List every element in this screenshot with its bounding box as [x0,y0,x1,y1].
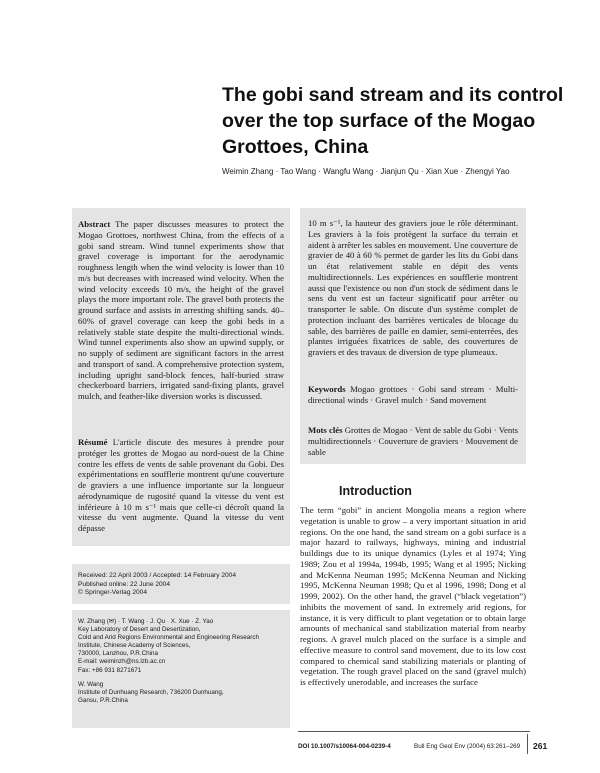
mots-cles-paragraph [308,425,518,457]
published-online-date: Published online: 22 June 2004 [78,580,171,588]
abstract-paragraph [78,219,284,402]
resume-continued-box [300,208,526,464]
introduction-heading: Introduction [339,484,412,498]
mots-cles-text: Grottes de Mogao · Vent de sable du Gobi · Vents multidirectionnels · Couverture de graviers · Mouvement de sable [308,425,519,457]
doi: DOI 10.1007/s10064-004-0239-4 [298,743,391,750]
keywords-paragraph [308,384,518,406]
mots-cles-label: Mots clés [308,425,343,435]
second-affiliation-author: W. Wang [78,680,104,688]
affiliation-line: Institute, Chinese Academy of Sciences, [78,642,191,650]
resume-text: L'article discute des mesures à prendre pour protéger les grottes de Mogao au nord-ouest de la Chine contre les effets de vents de sable provenant du Gobi. Des expérimentations en soufflerie montrent qu'une couverture de graviers a une influence importante sur la longueur aérodynamique de rugosité quand la vitesse du vent est inférieure à 10 m s⁻¹ mais que celle-ci décroît quand la vitesse du vent augmente. Quand la vitesse du vent dépasse [78,437,285,533]
page-number: 261 [533,741,548,751]
resume-paragraph [78,437,284,534]
affiliation-line: 730000, Lanzhou, P.R.China [78,650,159,658]
affiliation-block [78,618,259,705]
affiliation-line: Key Laboratory of Desert and Desertization, [78,626,201,634]
affiliation-line: Cold and Arid Regions Environmental and Engineering Research [78,634,259,642]
received-accepted-date: Received: 22 April 2003 / Accepted: 14 February 2004 [78,572,236,579]
title-line-1: The gobi sand stream and its control [222,84,564,106]
footer-rule [298,731,530,732]
resume-label: Résumé [78,437,108,447]
abstract-label: Abstract [78,219,111,229]
email-address: E-mail: weiminzh@ns.lzb.ac.cn [78,658,166,666]
publication-dates-box [72,564,290,604]
fax-number: Fax: +86 931 8271671 [78,666,142,674]
title-line-2: over the top surface of the Mogao [222,110,536,132]
author-list: Weimin Zhang · Tao Wang · Wangfu Wang · Jianjun Qu · Xian Xue · Zhengyi Yao [222,167,510,176]
title-line-3: Grottoes, China [222,136,369,158]
copyright-notice: © Springer-Verlag 2004 [78,589,148,596]
journal-citation: Bull Eng Geol Env (2004) 63:261–269 [414,743,521,750]
article-title [222,82,572,160]
footer-separator [527,734,528,754]
abstract-text: The paper discusses measures to protect the Mogao Grottoes, northwest China, from the effects of a gobi sand stream. Wind tunnel experiments show that gravel coverage is important for the aerodynamic roughness length when the wind velocity is lower than 10 m/s but decreases with increased wind velocity. When the wind velocity exceeds 10 m/s, the height of the gravel plays the more important role. The gravel both protects the ground surface and assists in arresting shifting sands. 40–60% of gravel coverage can keep the gobi beds in a relatively stable state despite the multi-directional winds. Wind tunnel experiments also show an upwind supply, or no supply of sediment are significant factors in the arrest and transport of sand. A comprehensive protection system, including upright sand-block fences, half-buried straw checkerboard barriers, irrigated sand-fixing plants, gravel mulch, and feather-like diversion works is discussed. [78,219,284,401]
affiliation-box [72,610,290,728]
keywords-text: Mogao grottoes · Gobi sand stream · Multi-directional winds · Gravel mulch · Sand movement [308,384,519,405]
affiliation-line: Gansu, P.R.China [78,696,128,704]
affiliation-line: Institute of Dunhuang Research, 736200 Dunhuang, [78,688,224,696]
abstract-box [72,208,290,546]
introduction-text: The term “gobi” in ancient Mongolia means a region where vegetation is unable to grow – a very important situation in arid regions. On the one hand, the sand stream on a gobi surface is a major hazard to railways, highways, mining and industrial buildings due to its unique dynamics (Lyles et al 1974; Ying 1989; Zou et al 1994a, 1994b, 1995; Wang et al 1995; Nicking and McKenna Neuman 1995; McKenna Neuman and Nicking 1995, McKenna Neuman 1998; Qu et al 1996, 1998; Dong et al 1999, 2002). On the other hand, the gravel (“black vegetation”) inhibits the movement of sand. In extremely arid regions, for instance, it is very difficult to plant vegetation or to obtain large amounts of mechanical sand stabilization material from nearby regions. A gravel mulch placed on the surface is a simple and effective measure to control sand movement, due to its low cost compared to chemical sand stabilizing materials or planting of vegetation. The rough gravel placed on the sand (gravel mulch) is effectively unerodable, and increases the surface [300,505,526,687]
resume-continued-text: 10 m s⁻¹, la hauteur des graviers joue le rôle déterminant. Les graviers à la fois protègent la surface du terrain et aident à arrêter les sables en mouvement. Une couverture de gravier de 40 à 60 % permet de garder les lits du Gobi dans un état relativement stable en dépit des vents multidirectionnels. Les expériences en soufflerie montrent aussi que l'existence ou non d'un stock de sédiment dans le sens du vent est un facteur significatif pour arrêter ou transporter le sable. On discute d'un système complet de protection incluant des barrières verticales de blocage du sable, des barrières de paille en damier, semi-enterrées, des plantes irriguées fixatrices de sable, des couvertures de graviers et des travaux de diversion de type plumeaux. [308,218,518,357]
affiliation-authors: W. Zhang (✉) · T. Wang · J. Qu · X. Xue · Z. Yao [78,618,214,625]
keywords-label: Keywords [308,384,346,394]
